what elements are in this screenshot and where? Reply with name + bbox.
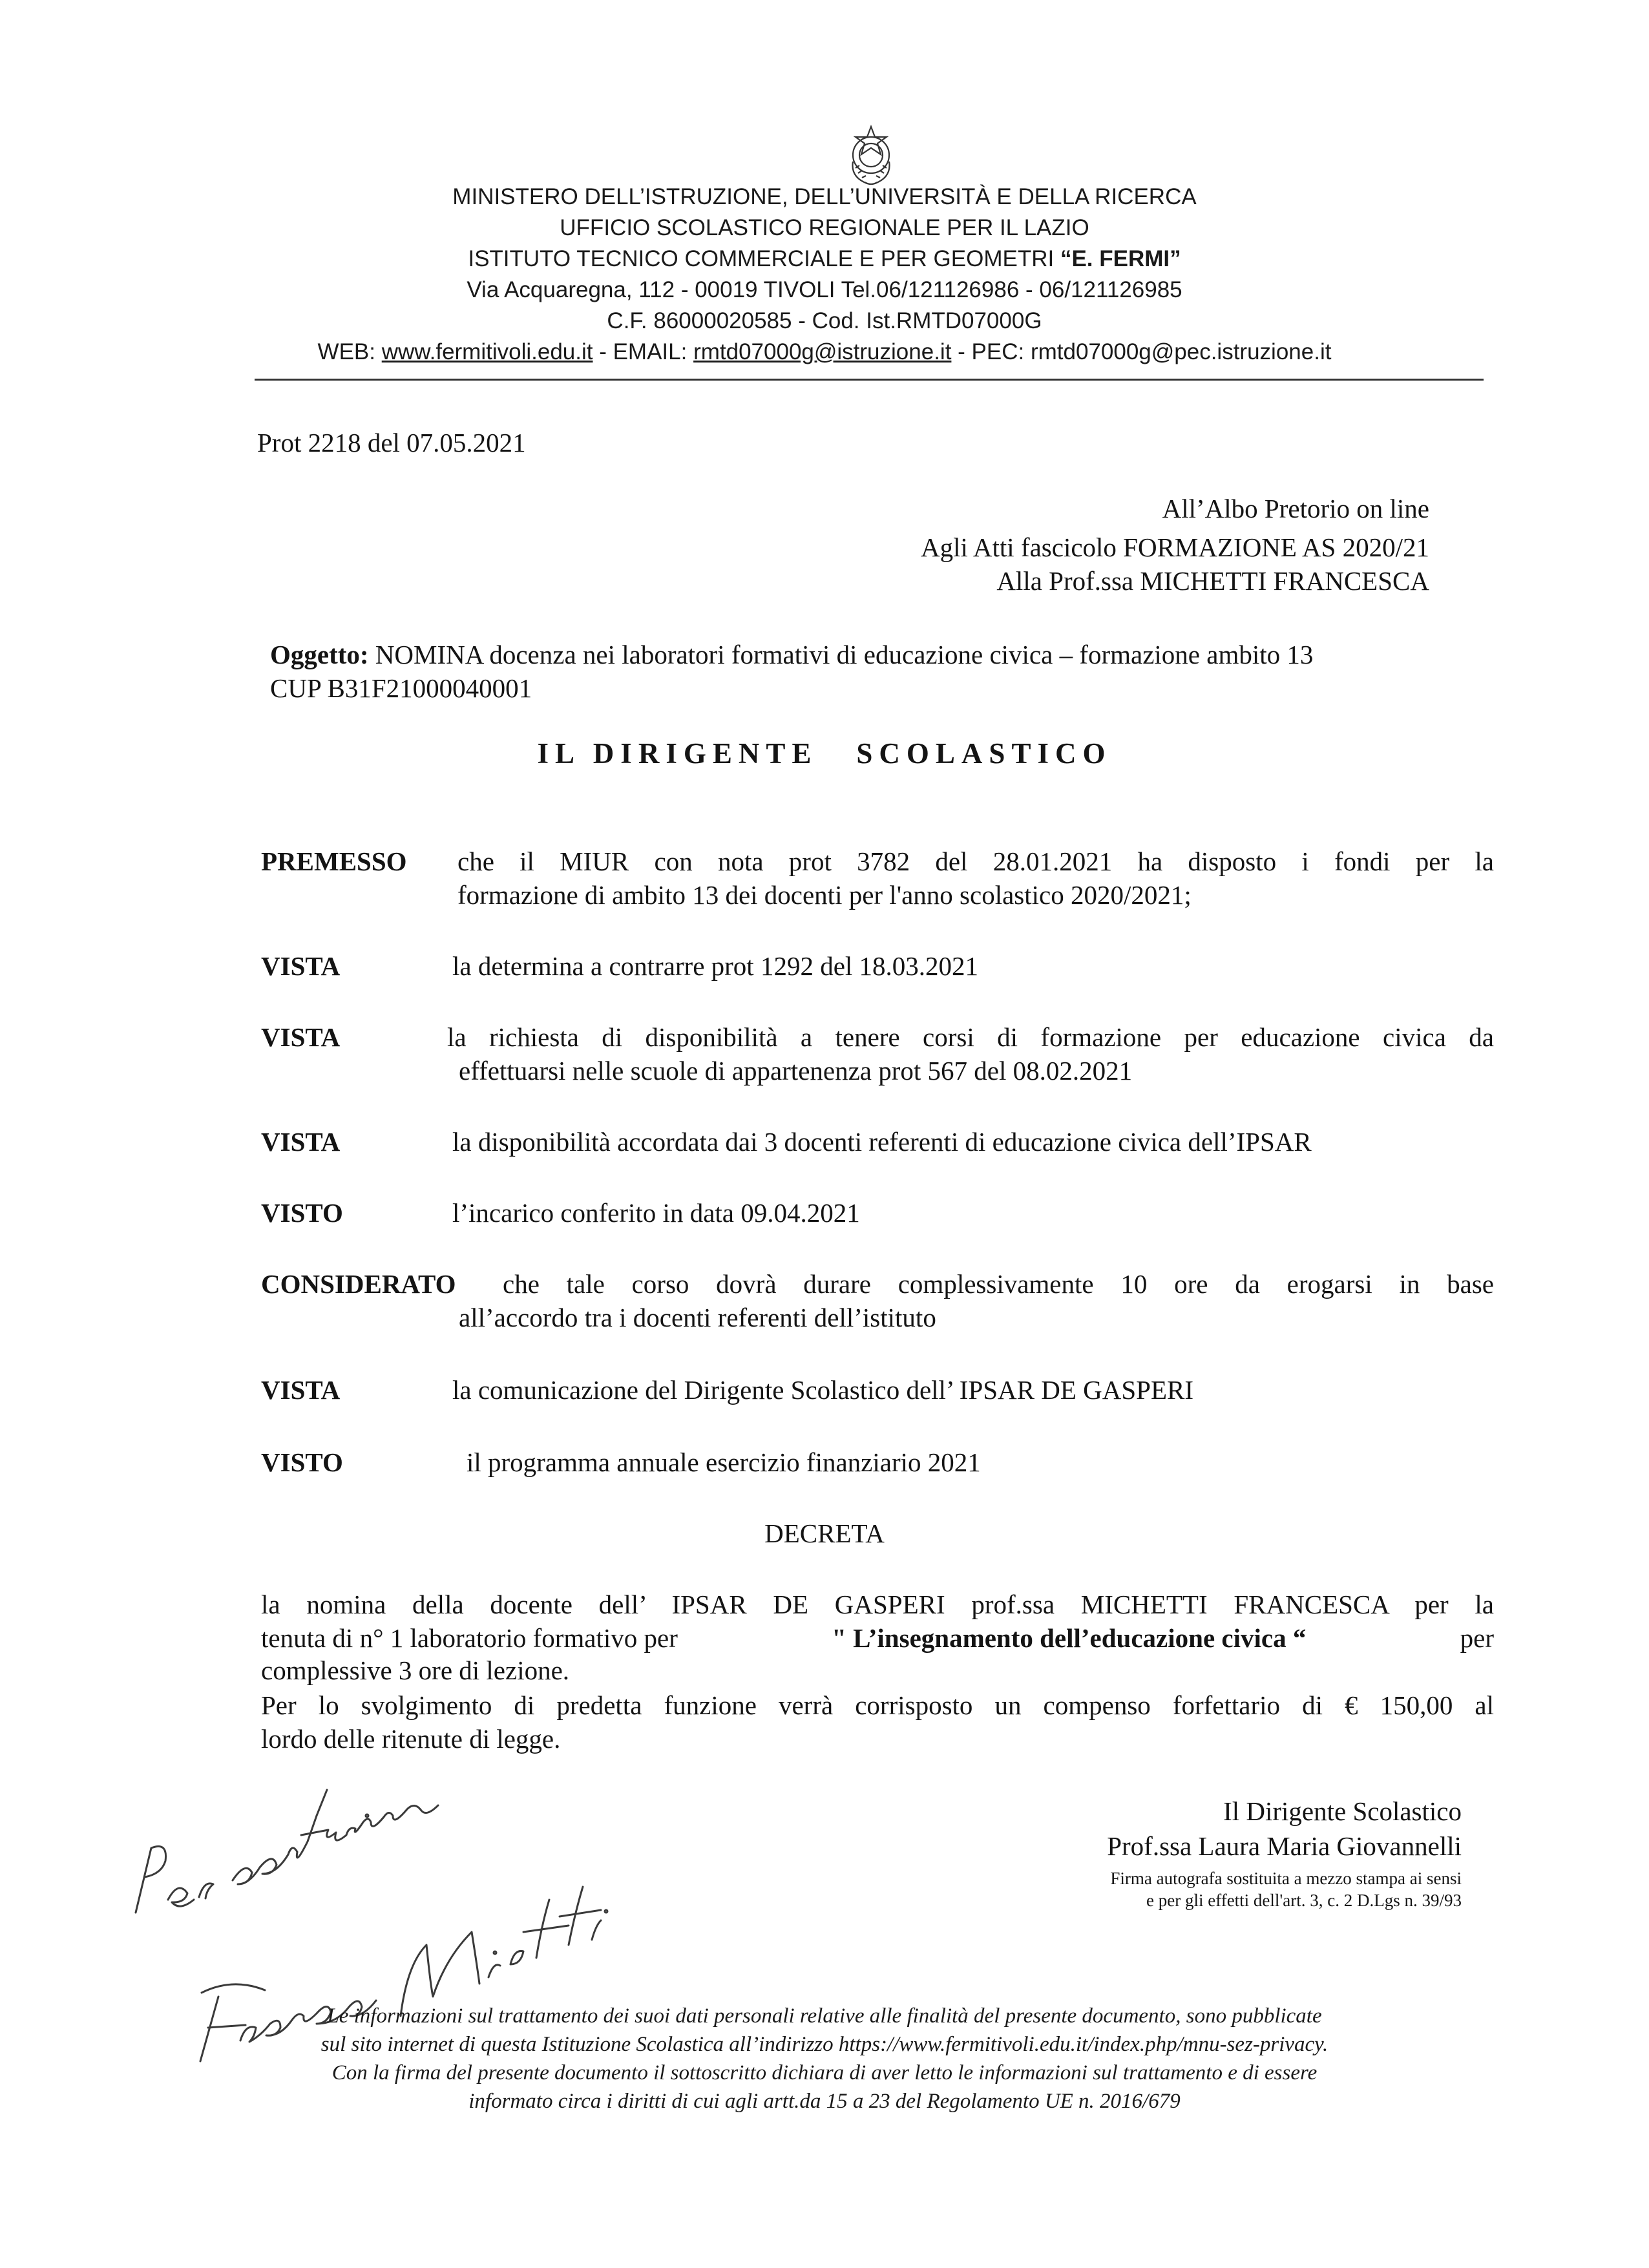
email-link[interactable]: rmtd07000g@istruzione.it (693, 339, 952, 364)
clause-label: VISTA (261, 951, 341, 981)
course-title: " L’insegnamento dell’educazione civica “ (832, 1623, 1307, 1653)
clause-text-continued: formazione di ambito 13 dei docenti per l'anno scolastico 2020/2021; (457, 880, 1192, 910)
italian-republic-emblem-icon (841, 123, 901, 187)
clause-text: che tale corso dovrà durare complessivamente 10 ore da erogarsi in base (503, 1269, 1494, 1299)
clause-label: VISTO (261, 1198, 343, 1228)
clause-text-continued: effettuarsi nelle scuole di appartenenza prot 567 del 08.02.2021 (459, 1056, 1133, 1086)
email-label: - EMAIL: (593, 339, 694, 364)
subject-label: Oggetto: (270, 640, 369, 669)
title-part-2: SCOLASTICO (856, 737, 1112, 770)
decision-line: la nomina della docente dell’ IPSAR DE GASPERI prof.ssa MICHETTI FRANCESCA per la (261, 1590, 1494, 1619)
decision-activity-end: per (1460, 1623, 1494, 1653)
letterhead-institute-type: ISTITUTO TECNICO COMMERCIALE E PER GEOMETRI (468, 246, 1055, 271)
letterhead-contacts (0, 337, 1649, 367)
website-link[interactable]: www.fermitivoli.edu.it (381, 339, 593, 364)
clause-label: VISTA (261, 1022, 341, 1052)
recipient-prof: Alla Prof.ssa MICHETTI FRANCESCA (996, 566, 1429, 596)
signature-note: e per gli effetti dell'art. 3, c. 2 D.Lgs n. 39/93 (1146, 1891, 1462, 1910)
pec-address: rmtd07000g@pec.istruzione.it (1030, 339, 1332, 364)
letterhead-address: Via Acquaregna, 112 - 00019 TIVOLI Tel.06/121126986 - 06/121126985 (467, 277, 1182, 302)
decision-line: lordo delle ritenute di legge. (261, 1724, 561, 1754)
letterhead-divider (255, 379, 1484, 381)
clause-text: la richiesta di disponibilità a tenere corsi di formazione per educazione civica da (447, 1022, 1494, 1052)
clause-text: la disponibilità accordata dai 3 docenti referenti di educazione civica dell’IPSAR (452, 1127, 1312, 1157)
clause-label: VISTO (261, 1447, 343, 1477)
letterhead-codes: C.F. 86000020585 - Cod. Ist.RMTD07000G (607, 308, 1042, 333)
decision-activity-text: tenuta di n° 1 laboratorio formativo per (261, 1623, 678, 1653)
signature-note: Firma autografa sostituita a mezzo stampa ai sensi (1110, 1869, 1462, 1888)
clause-label: VISTA (261, 1127, 341, 1157)
letterhead-ministry: MINISTERO DELL’ISTRUZIONE, DELL’UNIVERSITÀ E DELLA RICERCA (452, 184, 1197, 209)
privacy-footer-line: sul sito internet di questa Istituzione Scolastica all’indirizzo https://www.fermitivoli.edu.it/index.php/mnu-sez-privacy. (320, 2033, 1329, 2056)
subject-text: NOMINA docenza nei laboratori formativi di educazione civica – formazione ambito 13 (375, 640, 1314, 669)
subject-cup: CUP B31F21000040001 (270, 673, 532, 703)
decision-line: complessive 3 ore di lezione. (261, 1655, 570, 1685)
privacy-footer-line: Con la firma del presente documento il sottoscritto dichiara di aver letto le informazioni sul trattamento e di essere (331, 2061, 1318, 2084)
decreta-heading: DECRETA (764, 1518, 885, 1548)
subject-line (270, 638, 1313, 671)
clause-text-continued: all’accordo tra i docenti referenti dell’istituto (459, 1303, 936, 1332)
signature-role: Il Dirigente Scolastico (1223, 1796, 1462, 1826)
clause-text: il programma annuale esercizio finanziario 2021 (467, 1447, 981, 1477)
document-title (0, 737, 1649, 770)
clause-label: PREMESSO (261, 846, 407, 876)
recipient-atti: Agli Atti fascicolo FORMAZIONE AS 2020/21 (921, 532, 1429, 562)
letterhead-institute (0, 244, 1649, 274)
clause-text: che il MIUR con nota prot 3782 del 28.01.2021 ha disposto i fondi per la (457, 846, 1494, 876)
clause-text: la comunicazione del Dirigente Scolastico dell’ IPSAR DE GASPERI (452, 1375, 1194, 1405)
letterhead-office: UFFICIO SCOLASTICO REGIONALE PER IL LAZIO (560, 215, 1089, 240)
clause-text: l’incarico conferito in data 09.04.2021 (452, 1198, 860, 1228)
recipient-albo: All’Albo Pretorio on line (1162, 494, 1429, 523)
decision-compensation: Per lo svolgimento di predetta funzione verrà corrisposto un compenso forfettario di € 150,00 al (261, 1690, 1494, 1720)
pec-label: - PEC: (951, 339, 1031, 364)
web-label: WEB: (317, 339, 382, 364)
letterhead-institute-name: “E. FERMI” (1060, 246, 1181, 271)
privacy-footer-line: informato circa i diritti di cui agli artt.da 15 a 23 del Regolamento UE n. 2016/679 (468, 2090, 1181, 2113)
privacy-footer-line: Le informazioni sul trattamento dei suoi dati personali relative alle finalità del presente documento, sono pubblicate (327, 2004, 1322, 2028)
decision-line-activity (261, 1622, 1494, 1654)
clause-text: la determina a contrarre prot 1292 del 18.03.2021 (452, 951, 979, 981)
protocol-number: Prot 2218 del 07.05.2021 (257, 428, 526, 457)
clause-label: CONSIDERATO (261, 1269, 456, 1299)
clause-label: VISTA (261, 1375, 341, 1405)
title-part-1: IL DIRIGENTE (537, 737, 818, 770)
signature-name: Prof.ssa Laura Maria Giovannelli (1107, 1831, 1462, 1861)
